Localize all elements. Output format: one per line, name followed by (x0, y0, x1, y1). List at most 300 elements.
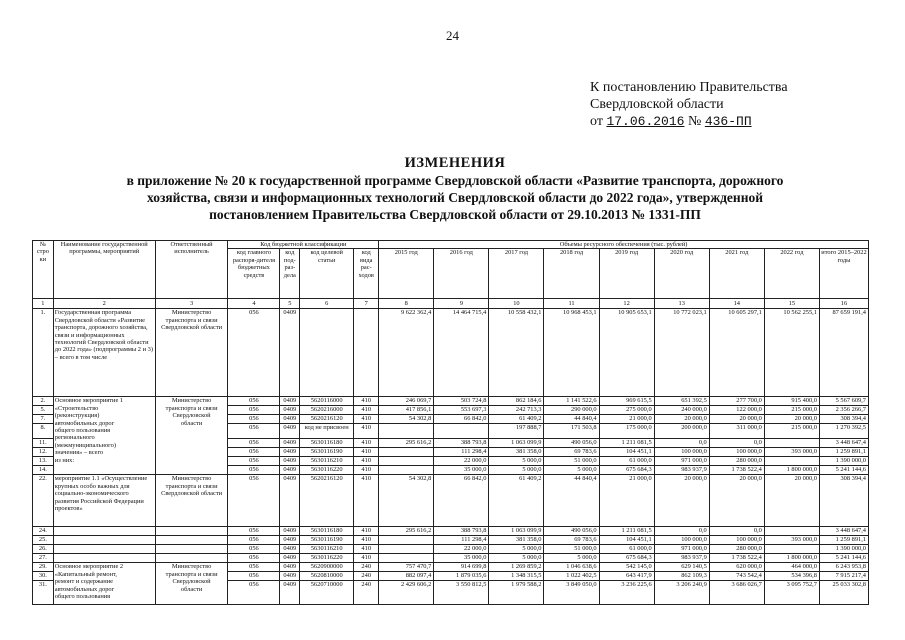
code-section: 0409 (280, 406, 300, 415)
annex-line-1: К постановлению Правительства (590, 80, 788, 95)
code-target: 5630116220 (300, 466, 354, 475)
description-line: Основное мероприятие 1 (54, 397, 124, 405)
code-target: код не присвоен (300, 424, 354, 439)
value-cell (434, 424, 489, 439)
annex-line-2: Свердловской области (590, 97, 724, 112)
value-cell: 51 000,0 (544, 457, 599, 466)
value-cell: 490 056,0 (544, 439, 599, 448)
annex-line-3 (590, 113, 788, 130)
header-budget-class: Код бюджетной классификации (228, 241, 379, 249)
table-row (33, 397, 869, 406)
code-target (300, 309, 354, 397)
value-cell: 20 000,0 (654, 475, 709, 527)
column-number: 3 (155, 299, 228, 309)
header-year: 2016 год (434, 249, 489, 299)
value-cell: 104 451,1 (599, 448, 654, 457)
column-number: 2 (53, 299, 155, 309)
column-numbers-row (33, 299, 869, 309)
value-cell: 311 000,0 (709, 424, 764, 439)
table-row (33, 554, 869, 563)
value-cell: 35 000,0 (434, 554, 489, 563)
value-cell: 197 888,7 (489, 424, 544, 439)
executor (155, 397, 228, 475)
annex-number: 436-ПП (704, 114, 752, 129)
value-cell: 464 000,0 (764, 563, 819, 572)
value-cell: 3 095 752,7 (764, 581, 819, 605)
row-number: 11. (33, 439, 54, 448)
value-cell: 54 302,8 (379, 475, 434, 527)
value-cell: 1 879 035,6 (434, 572, 489, 581)
column-number: 7 (354, 299, 379, 309)
annex-date-prefix: от (590, 114, 603, 129)
code-expense (354, 309, 379, 397)
value-cell: 10 605 297,1 (709, 309, 764, 397)
code-expense: 410 (354, 448, 379, 457)
description-line: «Строительство (54, 404, 99, 412)
code-section: 0409 (280, 554, 300, 563)
value-cell: 5 000,0 (489, 466, 544, 475)
value-cell: 21 000,0 (599, 475, 654, 527)
table-row (33, 475, 869, 527)
row-number: 7. (33, 415, 54, 424)
header-code-section: код под-раз-дела (280, 249, 300, 299)
value-cell: 277 700,0 (709, 397, 764, 406)
code-section: 0409 (280, 581, 300, 605)
value-cell: 295 616,2 (379, 527, 434, 536)
header-year: 2022 год (764, 249, 819, 299)
value-cell: 5 241 144,6 (819, 554, 868, 563)
code-section: 0409 (280, 397, 300, 406)
description-line: ремонт и содержание (54, 578, 113, 586)
value-cell: 5 000,0 (489, 554, 544, 563)
header-year: 2021 год (709, 249, 764, 299)
code-expense: 410 (354, 439, 379, 448)
executor-line: транспорта и связи (165, 570, 218, 578)
description-empty (53, 527, 155, 536)
value-cell: 61 409,2 (489, 415, 544, 424)
row-number: 25. (33, 536, 54, 545)
code-target: 5630116210 (300, 545, 354, 554)
value-cell: 100 000,0 (709, 536, 764, 545)
code-expense: 410 (354, 475, 379, 527)
value-cell: 69 783,6 (544, 448, 599, 457)
description-line: (реконструкция) (54, 412, 100, 420)
value-cell: 629 140,5 (654, 563, 709, 572)
code-target: 5620900000 (300, 563, 354, 572)
value-cell: 388 793,8 (434, 527, 489, 536)
row-number: 2. (33, 397, 54, 406)
value-cell: 100 000,0 (709, 448, 764, 457)
code-expense: 410 (354, 424, 379, 439)
subtitle-line: постановлением Правительства Свердловской области от 29.10.2013 № 1331-ПП (209, 207, 701, 222)
code-expense: 410 (354, 406, 379, 415)
value-cell: 66 842,0 (434, 415, 489, 424)
value-cell: 2 429 606,2 (379, 581, 434, 605)
value-cell: 7 915 217,4 (819, 572, 868, 581)
executor-line: Свердловской (172, 578, 211, 586)
value-cell: 308 394,4 (819, 475, 868, 527)
value-cell: 915 400,0 (764, 397, 819, 406)
value-cell: 882 097,4 (379, 572, 434, 581)
subtitle-line: в приложение № 20 к государственной программе Свердловской области «Развитие транспорта, дорожного (126, 173, 784, 188)
code-section: 0409 (280, 563, 300, 572)
header-executor: Ответственный исполнитель (155, 241, 228, 299)
value-cell: 862 109,3 (654, 572, 709, 581)
code-section: 0409 (280, 466, 300, 475)
header-year: 2017 год (489, 249, 544, 299)
value-cell: 61 409,2 (489, 475, 544, 527)
value-cell: 66 842,0 (434, 475, 489, 527)
code-section: 0409 (280, 439, 300, 448)
description-line: общего пользования (54, 593, 111, 601)
value-cell: 240 000,0 (654, 406, 709, 415)
column-number: 6 (300, 299, 354, 309)
value-cell: 20 000,0 (709, 415, 764, 424)
code-main: 056 (228, 406, 280, 415)
code-expense: 410 (354, 527, 379, 536)
value-cell: 51 000,0 (544, 545, 599, 554)
value-cell: 553 697,3 (434, 406, 489, 415)
value-cell: 22 000,0 (434, 545, 489, 554)
value-cell: 3 448 647,4 (819, 527, 868, 536)
executor-line: Свердловской (172, 412, 211, 420)
value-cell: 675 684,3 (599, 466, 654, 475)
value-cell: 280 000,0 (709, 457, 764, 466)
value-cell: 5 000,0 (544, 554, 599, 563)
value-cell: 0,0 (709, 439, 764, 448)
header-code-target: код целевой статьи (300, 249, 354, 299)
code-main: 056 (228, 466, 280, 475)
value-cell: 643 417,9 (599, 572, 654, 581)
value-cell: 275 000,0 (599, 406, 654, 415)
code-target: 5630116190 (300, 536, 354, 545)
annex-number-prefix: № (687, 114, 702, 129)
code-section: 0409 (280, 545, 300, 554)
value-cell: 35 000,0 (434, 466, 489, 475)
value-cell (379, 536, 434, 545)
value-cell: 393 000,0 (764, 536, 819, 545)
description-line: регионального (54, 434, 95, 442)
code-expense: 240 (354, 563, 379, 572)
executor-empty (155, 545, 228, 554)
code-expense: 410 (354, 545, 379, 554)
code-target: 5620216120 (300, 475, 354, 527)
value-cell: 757 470,7 (379, 563, 434, 572)
description-empty (53, 545, 155, 554)
value-cell: 3 448 647,4 (819, 439, 868, 448)
value-cell (379, 466, 434, 475)
value-cell: 1 259 891,1 (819, 536, 868, 545)
measure-description (53, 397, 155, 475)
row-number: 31. (33, 581, 54, 605)
value-cell: 675 684,3 (599, 554, 654, 563)
code-main: 056 (228, 424, 280, 439)
row-number: 12. (33, 448, 54, 457)
value-cell: 100 000,0 (654, 536, 709, 545)
code-expense: 240 (354, 572, 379, 581)
value-cell (379, 424, 434, 439)
value-cell: 20 000,0 (764, 415, 819, 424)
value-cell: 1 270 392,5 (819, 424, 868, 439)
table-row (33, 563, 869, 572)
code-target: 5620216120 (300, 415, 354, 424)
value-cell: 215 000,0 (764, 424, 819, 439)
description-empty (53, 536, 155, 545)
value-cell: 503 724,8 (434, 397, 489, 406)
code-main: 056 (228, 309, 280, 397)
value-cell: 971 000,0 (654, 545, 709, 554)
value-cell: 1 348 315,5 (489, 572, 544, 581)
description-line: автомобильных дорог (54, 419, 115, 427)
code-main: 056 (228, 554, 280, 563)
value-cell: 122 000,0 (709, 406, 764, 415)
program-name: Государственная программа Свердловской области «Развитие транспорта, дорожного хозяйства, связи и информационных технологий Свердловской области до 2022 года» (подпрограммы 2 и 3) – всего в том числе (53, 309, 155, 397)
value-cell: 10 558 432,1 (489, 309, 544, 397)
value-cell: 44 840,4 (544, 475, 599, 527)
value-cell: 242 713,3 (489, 406, 544, 415)
document-subtitle (55, 172, 855, 223)
row-number: 22. (33, 475, 54, 527)
code-target: 5620116000 (300, 397, 354, 406)
column-number: 13 (654, 299, 709, 309)
value-cell: 87 659 191,4 (819, 309, 868, 397)
code-target: 5620710000 (300, 581, 354, 605)
value-cell: 10 772 023,1 (654, 309, 709, 397)
value-cell: 215 000,0 (764, 406, 819, 415)
header-year: 2018 год (544, 249, 599, 299)
header-year: 2019 год (599, 249, 654, 299)
annex-block (590, 79, 788, 130)
value-cell: 61 000,0 (599, 545, 654, 554)
description-empty (53, 554, 155, 563)
row-number: 26. (33, 545, 54, 554)
value-cell: 1 022 402,5 (544, 572, 599, 581)
value-cell: 1 738 522,4 (709, 466, 764, 475)
value-cell: 290 000,0 (544, 406, 599, 415)
header-year: 2020 год (654, 249, 709, 299)
executor-line: Министерство (171, 397, 212, 405)
value-cell (764, 439, 819, 448)
value-cell: 381 358,0 (489, 448, 544, 457)
value-cell: 10 905 653,1 (599, 309, 654, 397)
code-section: 0409 (280, 457, 300, 466)
value-cell (764, 527, 819, 536)
value-cell: 44 840,4 (544, 415, 599, 424)
value-cell (379, 457, 434, 466)
value-cell: 1 211 081,5 (599, 527, 654, 536)
value-cell: 1 390 000,0 (819, 545, 868, 554)
changes-table (32, 240, 869, 605)
value-cell: 1 390 000,0 (819, 457, 868, 466)
value-cell: 5 567 609,7 (819, 397, 868, 406)
row-number: 8. (33, 424, 54, 439)
value-cell: 0,0 (654, 439, 709, 448)
subtitle-line: хозяйства, связи и информационных технологий Свердловской области до 2022 года», утвержденной (146, 190, 764, 205)
value-cell: 1 211 081,5 (599, 439, 654, 448)
value-cell: 100 000,0 (654, 448, 709, 457)
code-target: 5630116190 (300, 448, 354, 457)
value-cell: 20 000,0 (764, 475, 819, 527)
code-section: 0409 (280, 448, 300, 457)
code-target: 5630116180 (300, 527, 354, 536)
value-cell: 246 069,7 (379, 397, 434, 406)
value-cell: 1 800 000,0 (764, 554, 819, 563)
code-section: 0409 (280, 424, 300, 439)
value-cell: 171 503,8 (544, 424, 599, 439)
value-cell: 69 783,6 (544, 536, 599, 545)
code-main: 056 (228, 572, 280, 581)
value-cell: 969 615,5 (599, 397, 654, 406)
value-cell: 295 616,2 (379, 439, 434, 448)
row-number: 14. (33, 466, 54, 475)
column-number: 5 (280, 299, 300, 309)
value-cell: 175 000,0 (599, 424, 654, 439)
annex-date: 17.06.2016 (606, 114, 685, 129)
header-code-main: код главного распоря-дителя бюджетных средств (228, 249, 280, 299)
value-cell (379, 448, 434, 457)
row-number: 24. (33, 527, 54, 536)
value-cell: 0,0 (709, 527, 764, 536)
value-cell: 542 145,0 (599, 563, 654, 572)
value-cell (379, 545, 434, 554)
value-cell: 104 451,1 (599, 536, 654, 545)
executor-line: транспорта и связи (165, 404, 218, 412)
code-main: 056 (228, 527, 280, 536)
value-cell: 200 000,0 (654, 424, 709, 439)
value-cell: 5 000,0 (489, 457, 544, 466)
value-cell: 417 856,1 (379, 406, 434, 415)
value-cell: 914 699,8 (434, 563, 489, 572)
description-line: автомобильных дорог (54, 585, 115, 593)
value-cell: 2 356 266,7 (819, 406, 868, 415)
value-cell: 111 298,4 (434, 448, 489, 457)
column-number: 16 (819, 299, 868, 309)
value-cell: 534 396,8 (764, 572, 819, 581)
code-section: 0409 (280, 527, 300, 536)
value-cell: 388 793,8 (434, 439, 489, 448)
table-row (33, 527, 869, 536)
value-cell: 21 000,0 (599, 415, 654, 424)
value-cell: 5 241 144,6 (819, 466, 868, 475)
executor-line: области (180, 419, 203, 427)
code-section: 0409 (280, 309, 300, 397)
code-target: 5620216000 (300, 406, 354, 415)
value-cell: 381 358,0 (489, 536, 544, 545)
executor: Министерство транспорта и связи Свердловской области (155, 309, 228, 397)
row-number: 13. (33, 457, 54, 466)
row-number: 29. (33, 563, 54, 572)
value-cell: 1 259 891,1 (819, 448, 868, 457)
header-row-no: № стро ки (33, 241, 54, 299)
code-target: 5630116210 (300, 457, 354, 466)
column-number: 12 (599, 299, 654, 309)
header-name: Наименование государственной программы, мероприятий (53, 241, 155, 299)
value-cell: 25 033 302,8 (819, 581, 868, 605)
code-expense: 240 (354, 581, 379, 605)
executor-line: Министерство (171, 563, 212, 571)
column-number: 1 (33, 299, 54, 309)
value-cell: 111 298,4 (434, 536, 489, 545)
code-target: 5620810000 (300, 572, 354, 581)
value-cell: 971 000,0 (654, 457, 709, 466)
code-main: 056 (228, 397, 280, 406)
value-cell: 0,0 (654, 527, 709, 536)
value-cell: 10 968 453,1 (544, 309, 599, 397)
value-cell: 3 550 812,5 (434, 581, 489, 605)
value-cell: 3 236 225,6 (599, 581, 654, 605)
header-total: итого 2015–2022 годы (819, 249, 868, 299)
column-number: 11 (544, 299, 599, 309)
value-cell: 20 000,0 (654, 415, 709, 424)
code-main: 056 (228, 536, 280, 545)
code-main: 056 (228, 581, 280, 605)
code-target: 5630116180 (300, 439, 354, 448)
description-line: общего пользования (54, 427, 111, 435)
column-number: 8 (379, 299, 434, 309)
executor-empty (155, 527, 228, 536)
header-code-expense: код вида рас-ходов (354, 249, 379, 299)
code-section: 0409 (280, 475, 300, 527)
code-main: 056 (228, 439, 280, 448)
code-expense: 410 (354, 457, 379, 466)
measure-description (53, 563, 155, 605)
value-cell: 9 622 362,4 (379, 309, 434, 397)
row-number: 27. (33, 554, 54, 563)
code-expense: 410 (354, 536, 379, 545)
value-cell: 1 800 000,0 (764, 466, 819, 475)
column-number: 14 (709, 299, 764, 309)
column-number: 15 (764, 299, 819, 309)
code-main: 056 (228, 448, 280, 457)
value-cell: 620 000,0 (709, 563, 764, 572)
value-cell (379, 554, 434, 563)
row-number: 30. (33, 572, 54, 581)
value-cell: 5 000,0 (489, 545, 544, 554)
executor-empty (155, 536, 228, 545)
value-cell: 3 849 050,0 (544, 581, 599, 605)
code-main: 056 (228, 475, 280, 527)
value-cell: 862 184,6 (489, 397, 544, 406)
code-section: 0409 (280, 415, 300, 424)
code-main: 056 (228, 563, 280, 572)
code-expense: 410 (354, 415, 379, 424)
event-name: мероприятие 1.1 «Осуществление крупных особо важных для социально-экономического развития Российской Федерации проектов» (53, 475, 155, 527)
description-line: из них: (54, 456, 75, 464)
executor (155, 563, 228, 605)
value-cell: 1 738 522,4 (709, 554, 764, 563)
value-cell: 6 243 953,8 (819, 563, 868, 572)
header-year: 2015 год (379, 249, 434, 299)
code-section: 0409 (280, 572, 300, 581)
value-cell: 3 206 240,9 (654, 581, 709, 605)
value-cell: 280 000,0 (709, 545, 764, 554)
row-number: 5. (33, 406, 54, 415)
executor-line: области (180, 585, 203, 593)
value-cell: 5 000,0 (544, 466, 599, 475)
table-row (33, 536, 869, 545)
value-cell: 3 686 026,7 (709, 581, 764, 605)
value-cell: 22 000,0 (434, 457, 489, 466)
code-main: 056 (228, 545, 280, 554)
column-number: 4 (228, 299, 280, 309)
value-cell: 983 937,9 (654, 554, 709, 563)
description-line: Основное мероприятие 2 (54, 563, 124, 571)
value-cell: 61 000,0 (599, 457, 654, 466)
description-line: значения» – всего (54, 449, 104, 457)
value-cell: 490 056,0 (544, 527, 599, 536)
row-number: 1. (33, 309, 54, 397)
document-title: ИЗМЕНЕНИЯ (404, 155, 506, 171)
